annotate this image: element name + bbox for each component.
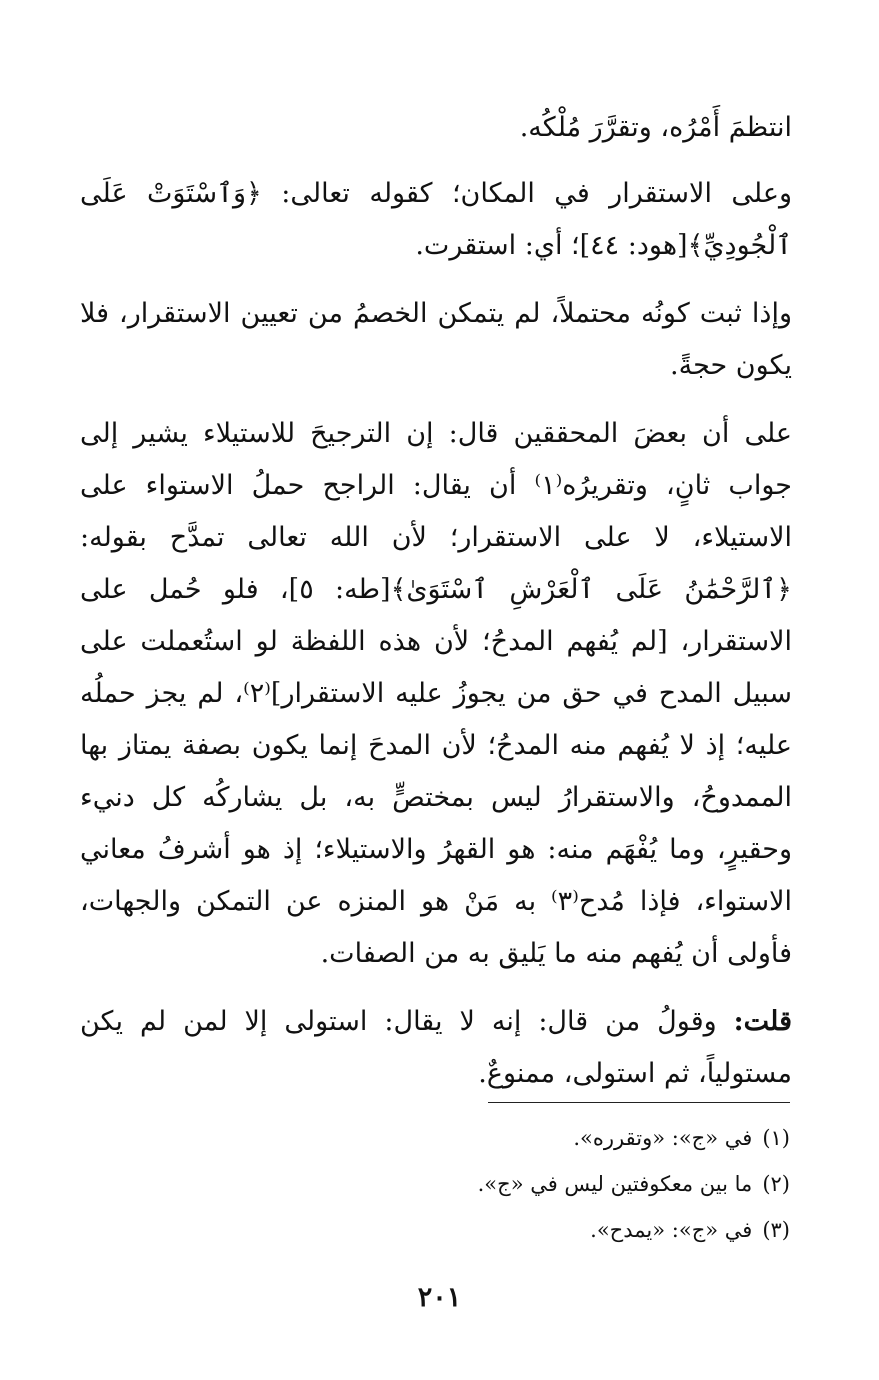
footnote-2 — [300, 1161, 790, 1207]
paragraph-4 — [80, 408, 792, 980]
footnotes — [300, 1115, 790, 1253]
footnote-3 — [300, 1207, 790, 1253]
footnote-2-text: ما بين معكوفتين ليس في «ج». — [477, 1172, 753, 1196]
footnote-2-number: (٢) — [762, 1172, 790, 1196]
footnote-1 — [300, 1115, 790, 1161]
page-number: ٢٠١ — [417, 1282, 462, 1313]
paragraph-4-text: على أن بعضَ المحققين قال: إن الترجيحَ للاستيلاء يشير إلى جواب ثانٍ، وتقريرُه⁽١⁾ أن يقال: الراجح حملُ الاستواء على الاستيلاء، لا على الاستقرار؛ لأن الله تعالى تمدَّح بقوله: ﴿ٱلرَّحْمَٰنُ عَلَى ٱلْعَرْشِ ٱسْتَوَىٰ﴾[طه: ٥]، فلو حُمل على الاستقرار، [لم يُفهم المدحُ؛ لأن هذه اللفظة لو استُعملت على سبيل المدح في حق من يجوزُ عليه الاستقرار]⁽٢⁾، لم يجز حملُه عليه؛ إذ لا يُفهم منه المدحُ؛ لأن المدحَ إنما يكون بصفة يمتاز بها الممدوحُ، والاستقرارُ ليس بمختصٍّ به، بل يشاركُه كل دنيء وحقيرٍ، وما يُفْهَم منه: هو القهرُ والاستيلاء؛ إذ هو أشرفُ معاني الاستواء، فإذا مُدح⁽٣⁾ به مَنْ هو المنزه عن التمكن والجهات، فأولى أن يُفهم منه ما يَليق به من الصفات. — [80, 418, 793, 969]
paragraph-3-text: وإذا ثبت كونُه محتملاً، لم يتمكن الخصمُ من تعيين الاستقرار، فلا يكون حجةً. — [80, 298, 792, 381]
paragraph-5-text: وقولُ من قال: إنه لا يقال: استولى إلا لمن لم يكن مستولياً، ثم استولى، ممنوعٌ. — [80, 1006, 792, 1089]
paragraph-3 — [80, 288, 792, 392]
paragraph-1-text: انتظمَ أَمْرُه، وتقرَّرَ مُلْكُه. — [519, 112, 792, 143]
paragraph-1 — [80, 102, 792, 154]
paragraph-5 — [80, 996, 792, 1100]
footnote-separator — [488, 1102, 790, 1103]
footnote-1-number: (١) — [762, 1126, 790, 1150]
paragraph-2-text: وعلى الاستقرار في المكان؛ كقوله تعالى: ﴿وَٱسْتَوَتْ عَلَى ٱلْجُودِيِّ﴾[هود: ٤٤]؛ أي: استقرت. — [80, 178, 792, 261]
paragraph-2 — [80, 168, 792, 272]
footnote-3-text: في «ج»: «يمدح». — [590, 1218, 753, 1242]
main-text — [80, 102, 792, 1116]
footnote-3-number: (٣) — [762, 1218, 790, 1242]
footnote-1-text: في «ج»: «وتقرره». — [573, 1126, 753, 1150]
paragraph-5-lead: قلت: — [733, 1006, 792, 1037]
